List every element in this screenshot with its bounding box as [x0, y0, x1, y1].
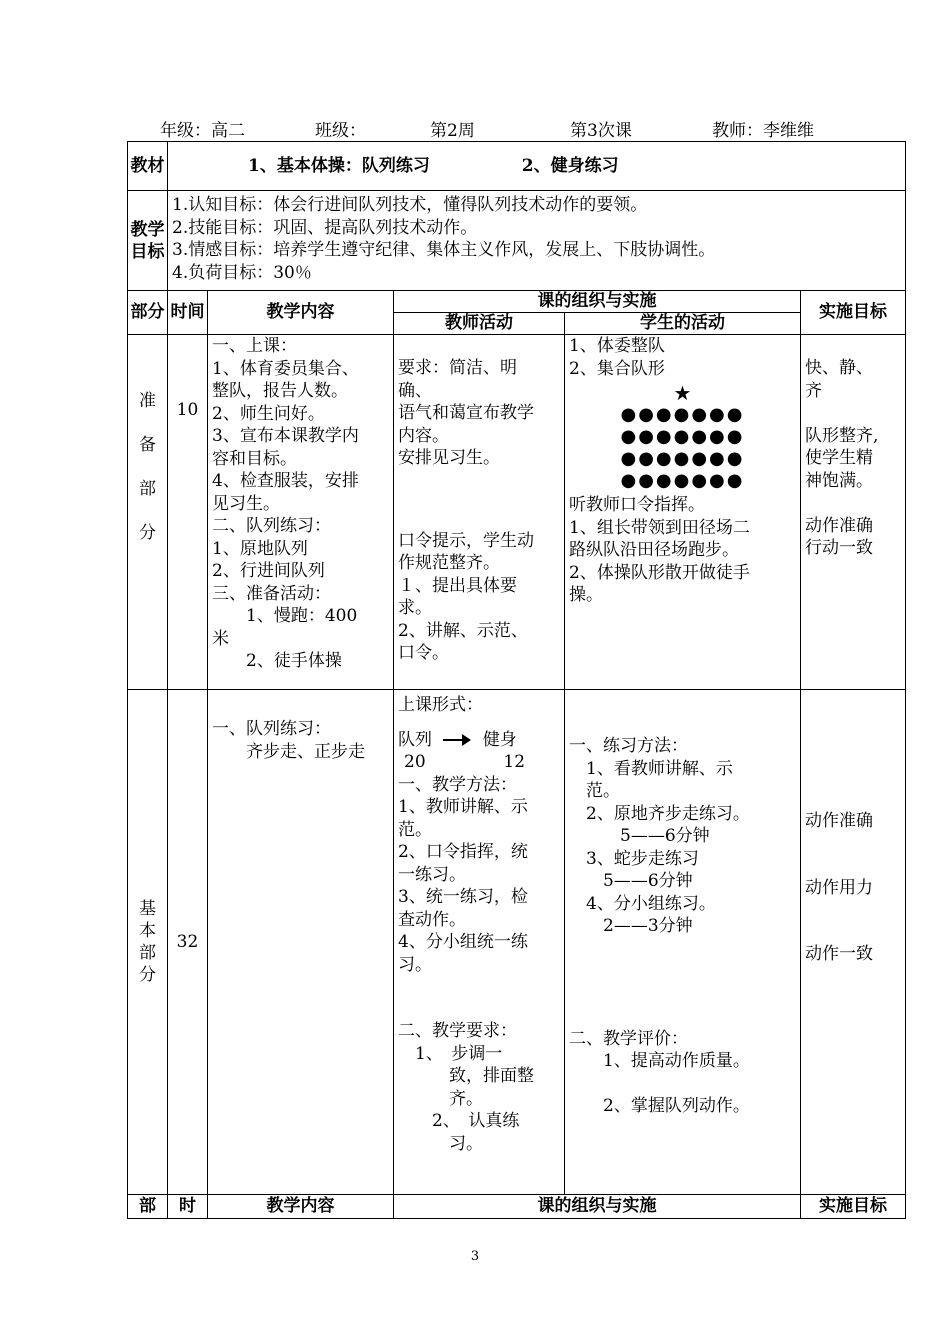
goals-row — [128, 191, 906, 291]
list-item: 4、检查服装，安排 — [212, 471, 359, 491]
material-label: 教材 — [128, 142, 168, 191]
class-form-to-minutes: 12 — [503, 752, 526, 772]
list-item: 二、队列练习： — [212, 516, 331, 536]
class-label: 班级： — [315, 121, 366, 141]
class-form-flow — [398, 729, 560, 752]
list-item: 见习生。 — [212, 493, 280, 514]
list-item: 5——6分钟 — [569, 871, 693, 891]
prep-teacher-activity — [394, 335, 565, 690]
formation-diagram — [569, 382, 796, 492]
list-item: 习。 — [398, 954, 432, 975]
list-item: 内容。 — [398, 425, 449, 446]
goal-emotion: 3.情感目标：培养学生遵守纪律、集体主义作风，发展上、下肢协调性。 — [172, 240, 716, 260]
footer-content: 教学内容 — [208, 1195, 394, 1219]
list-item: 1、提高动作质量。 — [569, 1051, 750, 1071]
list-item: 习。 — [398, 1133, 483, 1154]
list-item: 5——6分钟 — [569, 826, 710, 846]
list-item: 安排见习生。 — [398, 448, 500, 468]
list-item: 米 — [212, 628, 229, 649]
basic-target — [801, 690, 906, 1195]
goal-cognitive: 1.认知目标：体会行进间队列技术，懂得队列技术动作的要领。 — [172, 195, 648, 215]
list-item: 1、组长带领到田径场二 — [569, 517, 750, 538]
list-item: 容和目标。 — [212, 448, 297, 469]
formation-row: ●●●●●●● — [620, 470, 745, 491]
header-org: 课的组织与实施 — [394, 291, 801, 313]
footer-header-row — [128, 1195, 906, 1219]
list-item: 快、静、 — [805, 358, 873, 378]
list-item: 使学生精 — [805, 448, 873, 468]
list-item: 作规范整齐。 — [398, 553, 500, 573]
goals-content — [168, 191, 906, 291]
list-item: 二、教学评价： — [569, 1028, 688, 1049]
header-content: 教学内容 — [208, 291, 394, 335]
prep-part-label: 准备部分 — [139, 391, 156, 543]
class-form-minutes — [398, 751, 560, 774]
formation-row: ●●●●●●● — [620, 404, 745, 425]
header-target: 实施目标 — [801, 291, 906, 335]
formation-row: ●●●●●●● — [620, 426, 745, 447]
list-item: 4、分小组统一练 — [398, 932, 528, 952]
material-item-2: 2、健身练习 — [521, 155, 619, 176]
teacher-label: 教师：李维维 — [712, 121, 814, 141]
list-item: 齐。 — [398, 1088, 483, 1109]
list-item: 求。 — [398, 598, 432, 618]
list-item: 2、徒手体操 — [212, 651, 342, 671]
list-item — [805, 402, 901, 425]
list-item: 三、准备活动： — [212, 583, 331, 604]
list-item: 1、体育委员集合、 — [212, 358, 359, 379]
list-item: 范。 — [398, 819, 432, 840]
list-item: 2、集合队形 — [569, 358, 665, 379]
prep-part — [128, 335, 168, 690]
basic-part — [128, 690, 168, 1195]
goal-skill: 2.技能目标：巩固、提高队列技术动作。 — [172, 217, 478, 238]
goal-load: 4.负荷目标：30％ — [172, 262, 312, 283]
list-item: 2、行进间队列 — [212, 561, 325, 581]
header-teacher-activity: 教师活动 — [394, 313, 565, 335]
list-item: 1、 步调一 — [398, 1043, 503, 1064]
prep-row — [128, 335, 906, 690]
list-item: 口令提示，学生动 — [398, 530, 534, 551]
lesson-label: 第3次课 — [570, 121, 632, 141]
table-header-row-1 — [128, 291, 906, 313]
prep-student-activity — [565, 335, 801, 690]
list-item: 动作一致 — [805, 944, 873, 964]
list-item: 1、慢跑：400 — [212, 606, 358, 626]
list-item: 2——3分钟 — [569, 916, 693, 936]
page-number: 3 — [470, 1249, 480, 1264]
list-item: 一、上课： — [212, 336, 297, 356]
list-item: 操。 — [569, 585, 603, 605]
list-item: 神饱满。 — [805, 470, 873, 491]
class-form-label: 上课形式： — [398, 695, 483, 715]
list-item: 2、师生问好。 — [212, 403, 325, 424]
class-form-from-minutes: 20 — [404, 752, 426, 772]
list-item: 路纵队沿田径场跑步。 — [569, 540, 739, 560]
list-item: 二、教学要求： — [398, 1021, 517, 1041]
basic-content — [208, 690, 394, 1195]
lesson-plan-table — [127, 141, 906, 1219]
list-item: 动作准确 — [805, 515, 873, 536]
footer-time: 时 — [168, 1195, 208, 1219]
formation-row: ●●●●●●● — [620, 448, 745, 469]
list-item — [569, 1073, 796, 1096]
list-item: 动作用力 — [805, 877, 873, 898]
header-student-activity: 学生的活动 — [565, 313, 801, 335]
week-label: 第2周 — [430, 121, 475, 141]
list-item: 一、教学方法： — [398, 774, 517, 795]
list-item: 2、口令指挥，统 — [398, 842, 528, 862]
list-item: 4、分小组练习。 — [569, 893, 716, 914]
arrow-right-icon — [443, 734, 471, 746]
header-time: 时间 — [168, 291, 208, 335]
prep-time: 10 — [168, 335, 208, 690]
list-item: 一、队列练习： — [212, 719, 331, 739]
list-item: 2、掌握队列动作。 — [569, 1096, 750, 1116]
basic-part-label: 基本部分 — [139, 899, 156, 985]
list-item: 3、蛇步走练习 — [569, 848, 699, 869]
list-item: 齐步走、正步走 — [212, 741, 365, 762]
header-part: 部分 — [128, 291, 168, 335]
list-item — [805, 492, 901, 515]
list-item: 队形整齐, — [805, 425, 879, 446]
basic-student-activity — [565, 690, 801, 1195]
list-item: 行动一致 — [805, 538, 873, 558]
list-item: １、提出具体要 — [398, 575, 517, 596]
list-item: 1、看教师讲解、示 — [569, 758, 733, 779]
class-form-to: 健身 — [482, 729, 517, 750]
list-item: 2、 认真练 — [398, 1111, 520, 1131]
list-item: 2、体操队形散开做徒手 — [569, 562, 750, 583]
material-content — [168, 142, 906, 191]
list-item: 2、讲解、示范、 — [398, 620, 528, 641]
list-item: 动作准确 — [805, 811, 873, 831]
grade-label: 年级：高二 — [160, 121, 245, 141]
list-item: 齐 — [805, 380, 822, 401]
list-item: 查动作。 — [398, 909, 466, 930]
list-item: 确、 — [398, 380, 432, 401]
goals-label: 教学目标 — [128, 191, 168, 291]
prep-content — [208, 335, 394, 690]
list-item: 1、教师讲解、示 — [398, 797, 528, 817]
list-item: 3、宣布本课教学内 — [212, 426, 359, 446]
list-item: 口令。 — [398, 643, 449, 663]
list-item: 听教师口令指挥。 — [569, 495, 705, 515]
teacher-position-icon: ★ — [673, 381, 692, 405]
footer-target: 实施目标 — [801, 1195, 906, 1219]
list-item: 3、统一练习，检 — [398, 887, 528, 907]
list-item: 一、练习方法： — [569, 736, 688, 756]
footer-part: 部 — [128, 1195, 168, 1219]
basic-teacher-activity — [394, 690, 565, 1195]
material-item-1: 1、基本体操：队列练习 — [248, 155, 430, 176]
material-row — [128, 142, 906, 191]
list-item: 1、原地队列 — [212, 538, 308, 559]
class-form-from: 队列 — [398, 729, 432, 750]
list-item: 语气和蔼宣布教学 — [398, 403, 534, 423]
list-item: 要求：简洁、明 — [398, 358, 517, 378]
footer-org: 课的组织与实施 — [394, 1195, 801, 1219]
list-item: 整队，报告人数。 — [212, 381, 348, 401]
basic-row — [128, 690, 906, 1195]
prep-target — [801, 335, 906, 690]
list-item: 致，排面整 — [398, 1066, 534, 1086]
list-item: 一练习。 — [398, 864, 466, 885]
list-item: 范。 — [569, 781, 620, 801]
list-item: 1、体委整队 — [569, 336, 665, 356]
basic-time: 32 — [168, 690, 208, 1195]
list-item: 2、原地齐步走练习。 — [569, 803, 750, 824]
